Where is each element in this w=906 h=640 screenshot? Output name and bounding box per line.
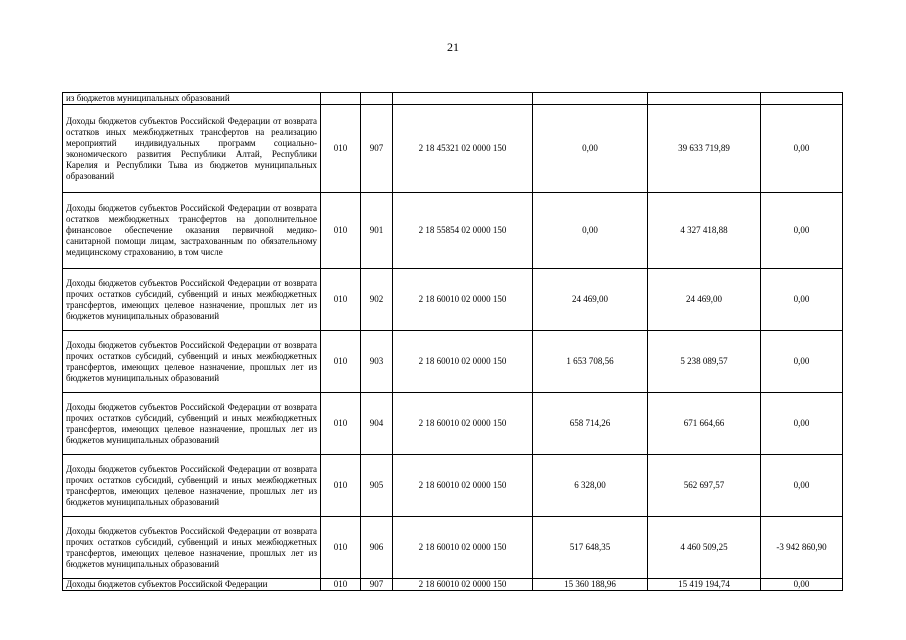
table-row xyxy=(63,331,843,393)
value-2: 15 419 194,74 xyxy=(648,579,761,591)
value-2: 5 238 089,57 xyxy=(648,331,761,393)
value-1: 517 648,35 xyxy=(533,517,648,579)
budget-table xyxy=(62,92,843,591)
budget-classification-code: 2 18 45321 02 0000 150 xyxy=(393,105,533,193)
row-description: Доходы бюджетов субъектов Российской Федерации от возврата остатков межбюджетных трансфертов на дополнительное финансовое обеспечение оказания первичной медико-санитарной помощи лицам, застрахованным по обязательному медицинскому страхованию, в том числе xyxy=(63,193,321,269)
value-3: 0,00 xyxy=(761,269,843,331)
value-1: 658 714,26 xyxy=(533,393,648,455)
chapter-code: 902 xyxy=(361,269,393,331)
admin-code: 010 xyxy=(321,455,361,517)
admin-code: 010 xyxy=(321,105,361,193)
table-row xyxy=(63,105,843,193)
row-description: Доходы бюджетов субъектов Российской Федерации от возврата прочих остатков субсидий, субвенций и иных межбюджетных трансфертов, имеющих целевое назначение, прошлых лет из бюджетов муниципальных образований xyxy=(63,269,321,331)
chapter-code: 903 xyxy=(361,331,393,393)
budget-classification-code: 2 18 60010 02 0000 150 xyxy=(393,331,533,393)
table-row xyxy=(63,193,843,269)
value-1: 15 360 188,96 xyxy=(533,579,648,591)
value-2: 4 460 509,25 xyxy=(648,517,761,579)
chapter-code: 906 xyxy=(361,517,393,579)
value-3: 0,00 xyxy=(761,579,843,591)
value-2: 24 469,00 xyxy=(648,269,761,331)
value-3: -3 942 860,90 xyxy=(761,517,843,579)
budget-classification-code: 2 18 60010 02 0000 150 xyxy=(393,269,533,331)
value-1: 6 328,00 xyxy=(533,455,648,517)
admin-code: 010 xyxy=(321,579,361,591)
row-description: Доходы бюджетов субъектов Российской Федерации от возврата прочих остатков субсидий, субвенций и иных межбюджетных трансфертов, имеющих целевое назначение, прошлых лет из бюджетов муниципальных образований xyxy=(63,393,321,455)
table-row xyxy=(63,93,843,105)
budget-classification-code: 2 18 60010 02 0000 150 xyxy=(393,579,533,591)
row-description: Доходы бюджетов субъектов Российской Федерации от возврата остатков иных межбюджетных трансфертов на реализацию мероприятий индивидуальных программ социально-экономического развития Республики Алтай, Республики Карелия и Республики Тыва из бюджетов муниципальных образований xyxy=(63,105,321,193)
value-2 xyxy=(648,93,761,105)
budget-classification-code: 2 18 55854 02 0000 150 xyxy=(393,193,533,269)
table-row xyxy=(63,269,843,331)
value-3: 0,00 xyxy=(761,105,843,193)
chapter-code: 907 xyxy=(361,105,393,193)
row-description: Доходы бюджетов субъектов Российской Федерации от возврата прочих остатков субсидий, субвенций и иных межбюджетных трансфертов, имеющих целевое назначение, прошлых лет из бюджетов муниципальных образований xyxy=(63,331,321,393)
admin-code xyxy=(321,93,361,105)
budget-classification-code xyxy=(393,93,533,105)
admin-code: 010 xyxy=(321,269,361,331)
row-description: Доходы бюджетов субъектов Российской Федерации от возврата прочих остатков субсидий, субвенций и иных межбюджетных трансфертов, имеющих целевое назначение, прошлых лет из бюджетов муниципальных образований xyxy=(63,517,321,579)
value-3: 0,00 xyxy=(761,331,843,393)
admin-code: 010 xyxy=(321,193,361,269)
table-row xyxy=(63,579,843,591)
value-1: 24 469,00 xyxy=(533,269,648,331)
value-3: 0,00 xyxy=(761,455,843,517)
budget-classification-code: 2 18 60010 02 0000 150 xyxy=(393,517,533,579)
value-3: 0,00 xyxy=(761,393,843,455)
chapter-code: 907 xyxy=(361,579,393,591)
admin-code: 010 xyxy=(321,393,361,455)
value-3 xyxy=(761,93,843,105)
value-1: 0,00 xyxy=(533,105,648,193)
row-description: Доходы бюджетов субъектов Российской Федерации xyxy=(63,579,321,591)
value-1: 0,00 xyxy=(533,193,648,269)
row-description: из бюджетов муниципальных образований xyxy=(63,93,321,105)
chapter-code: 905 xyxy=(361,455,393,517)
value-2: 4 327 418,88 xyxy=(648,193,761,269)
row-description: Доходы бюджетов субъектов Российской Федерации от возврата прочих остатков субсидий, субвенций и иных межбюджетных трансфертов, имеющих целевое назначение, прошлых лет из бюджетов муниципальных образований xyxy=(63,455,321,517)
value-2: 671 664,66 xyxy=(648,393,761,455)
table-row xyxy=(63,517,843,579)
value-3: 0,00 xyxy=(761,193,843,269)
page-number: 21 xyxy=(447,40,459,54)
admin-code: 010 xyxy=(321,517,361,579)
chapter-code xyxy=(361,93,393,105)
chapter-code: 904 xyxy=(361,393,393,455)
chapter-code: 901 xyxy=(361,193,393,269)
value-2: 562 697,57 xyxy=(648,455,761,517)
budget-classification-code: 2 18 60010 02 0000 150 xyxy=(393,455,533,517)
value-1 xyxy=(533,93,648,105)
value-1: 1 653 708,56 xyxy=(533,331,648,393)
table-row xyxy=(63,393,843,455)
value-2: 39 633 719,89 xyxy=(648,105,761,193)
admin-code: 010 xyxy=(321,331,361,393)
table-row xyxy=(63,455,843,517)
budget-classification-code: 2 18 60010 02 0000 150 xyxy=(393,393,533,455)
